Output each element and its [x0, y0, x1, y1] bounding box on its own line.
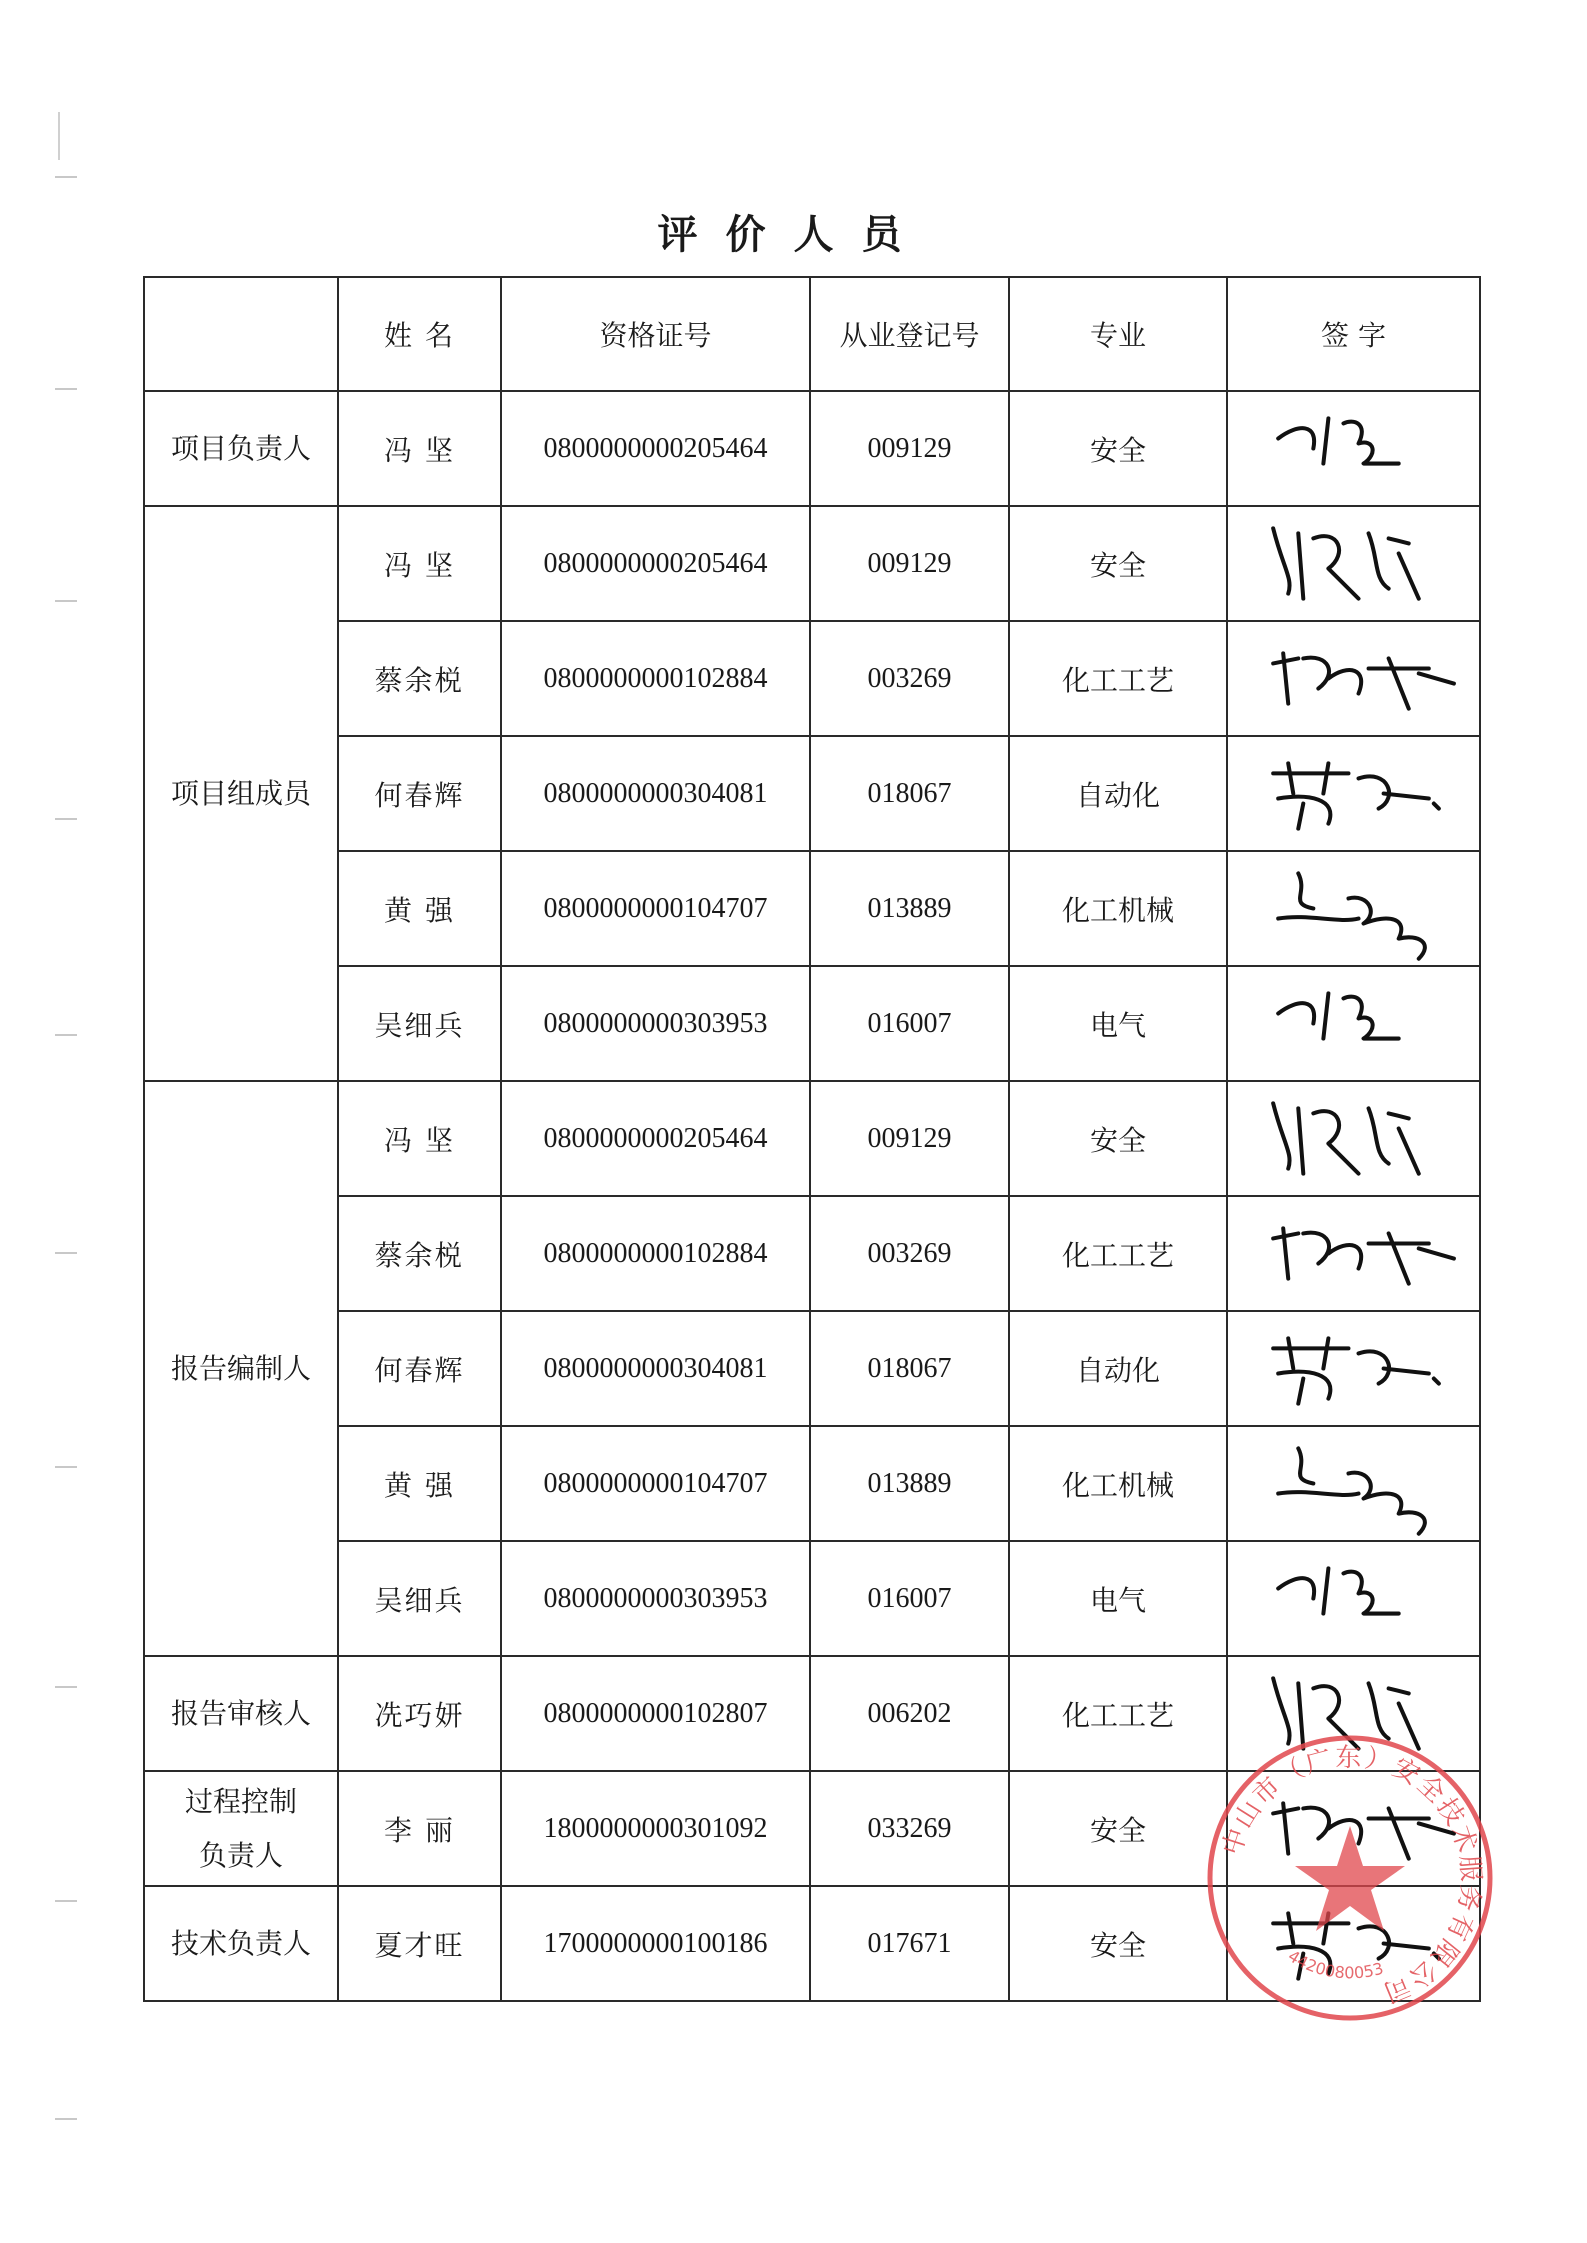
- major: 电气: [1009, 1541, 1227, 1656]
- table-row: [144, 966, 1480, 1081]
- signature-strokes: [1228, 392, 1479, 505]
- handwritten-signature: [1227, 1196, 1480, 1311]
- member-name: 夏才旺: [338, 1886, 501, 2001]
- table-row: [144, 1196, 1480, 1311]
- member-name: 黄 强: [338, 1426, 501, 1541]
- handwritten-signature: [1227, 1886, 1480, 2001]
- registration-number: 013889: [810, 851, 1009, 966]
- registration-number: 003269: [810, 621, 1009, 736]
- cert-number: 0800000000304081: [501, 736, 810, 851]
- role-cell: [144, 1656, 338, 1771]
- cert-number: 0800000000205464: [501, 391, 810, 506]
- table-row: [144, 736, 1480, 851]
- header-row: [144, 277, 1480, 391]
- member-name: 冯 坚: [338, 1081, 501, 1196]
- member-name: 冯 坚: [338, 391, 501, 506]
- header-reg-no: 从业登记号: [810, 277, 1009, 391]
- signature-strokes: [1228, 967, 1479, 1080]
- signature-strokes: [1228, 737, 1479, 850]
- handwritten-signature: [1227, 736, 1480, 851]
- table-row: [144, 1081, 1480, 1196]
- cert-number: 0800000000205464: [501, 1081, 810, 1196]
- role-label: 技术负责人: [170, 1926, 311, 1960]
- cert-number: 0800000000102807: [501, 1656, 810, 1771]
- major: 安全: [1009, 506, 1227, 621]
- major: 安全: [1009, 1886, 1227, 2001]
- handwritten-signature: [1227, 1426, 1480, 1541]
- handwritten-signature: [1227, 966, 1480, 1081]
- seal-number: 4420080053: [1284, 1946, 1386, 1983]
- cert-number: 1800000000301092: [501, 1771, 810, 1886]
- major: 化工工艺: [1009, 1656, 1227, 1771]
- role-label: 报告审核人: [170, 1696, 311, 1730]
- role-label: 项目负责人: [170, 431, 311, 465]
- signature-strokes: [1228, 1887, 1479, 2000]
- cert-number: 0800000000303953: [501, 966, 810, 1081]
- cert-number: 1700000000100186: [501, 1886, 810, 2001]
- scan-margin-mark: [55, 176, 77, 178]
- registration-number: 033269: [810, 1771, 1009, 1886]
- staff-table: [143, 276, 1481, 2002]
- role-cell: [144, 1886, 338, 2001]
- cert-number: 0800000000304081: [501, 1311, 810, 1426]
- seal-text: 中山市（广东）安全技术服务有限公司: [1217, 1742, 1486, 2009]
- major: 电气: [1009, 966, 1227, 1081]
- scan-margin-mark: [55, 2118, 77, 2120]
- member-name: 吴细兵: [338, 966, 501, 1081]
- registration-number: 016007: [810, 1541, 1009, 1656]
- member-name: 黄 强: [338, 851, 501, 966]
- table-row: [144, 1311, 1480, 1426]
- role-label-line: 负责人: [198, 1838, 283, 1872]
- registration-number: 003269: [810, 1196, 1009, 1311]
- scan-margin-mark: [55, 1252, 77, 1254]
- table-row: [144, 851, 1480, 966]
- header-major: 专业: [1009, 277, 1227, 391]
- major: 安全: [1009, 1081, 1227, 1196]
- table-row: [144, 1656, 1480, 1771]
- registration-number: 006202: [810, 1656, 1009, 1771]
- table-row: [144, 1771, 1480, 1886]
- major: 化工机械: [1009, 1426, 1227, 1541]
- header-role: [144, 277, 338, 391]
- signature-strokes: [1228, 1657, 1479, 1770]
- registration-number: 013889: [810, 1426, 1009, 1541]
- header-signature: 签 字: [1227, 277, 1480, 391]
- handwritten-signature: [1227, 1656, 1480, 1771]
- role-cell: [144, 1081, 338, 1656]
- major: 化工工艺: [1009, 1196, 1227, 1311]
- major: 自动化: [1009, 1311, 1227, 1426]
- registration-number: 017671: [810, 1886, 1009, 2001]
- scan-margin-mark: [55, 1034, 77, 1036]
- scan-margin-mark: [55, 1686, 77, 1688]
- page-title: 评价人员: [657, 211, 930, 258]
- member-name: 何春辉: [338, 736, 501, 851]
- signature-strokes: [1228, 1082, 1479, 1195]
- cert-number: 0800000000104707: [501, 1426, 810, 1541]
- scan-margin-mark: [55, 1466, 77, 1468]
- handwritten-signature: [1227, 1081, 1480, 1196]
- member-name: 冯 坚: [338, 506, 501, 621]
- signature-strokes: [1228, 1197, 1479, 1310]
- signature-strokes: [1228, 507, 1479, 620]
- role-cell: [144, 391, 338, 506]
- signature-strokes: [1228, 622, 1479, 735]
- scan-margin-mark: [55, 388, 77, 390]
- header-name: 姓 名: [338, 277, 501, 391]
- scan-margin-mark: [55, 818, 77, 820]
- cert-number: 0800000000303953: [501, 1541, 810, 1656]
- handwritten-signature: [1227, 851, 1480, 966]
- member-name: 吴细兵: [338, 1541, 501, 1656]
- member-name: 李 丽: [338, 1771, 501, 1886]
- registration-number: 009129: [810, 1081, 1009, 1196]
- handwritten-signature: [1227, 506, 1480, 621]
- major: 自动化: [1009, 736, 1227, 851]
- scan-margin-bar: [58, 112, 60, 160]
- member-name: 蔡余棁: [338, 621, 501, 736]
- major: 安全: [1009, 1771, 1227, 1886]
- signature-strokes: [1228, 1772, 1479, 1885]
- role-label: 项目组成员: [170, 776, 311, 810]
- signature-strokes: [1228, 852, 1479, 965]
- cert-number: 0800000000102884: [501, 1196, 810, 1311]
- table-row: [144, 621, 1480, 736]
- handwritten-signature: [1227, 1541, 1480, 1656]
- cert-number: 0800000000104707: [501, 851, 810, 966]
- handwritten-signature: [1227, 1311, 1480, 1426]
- major: 安全: [1009, 391, 1227, 506]
- role-cell: [144, 506, 338, 1081]
- table-row: [144, 1541, 1480, 1656]
- registration-number: 016007: [810, 966, 1009, 1081]
- scan-margin-mark: [55, 600, 77, 602]
- major: 化工机械: [1009, 851, 1227, 966]
- table-row: [144, 1426, 1480, 1541]
- cert-number: 0800000000205464: [501, 506, 810, 621]
- staff-table-body: [144, 277, 1480, 2001]
- handwritten-signature: [1227, 391, 1480, 506]
- scan-margin-mark: [55, 1900, 77, 1902]
- member-name: 冼巧妍: [338, 1656, 501, 1771]
- registration-number: 018067: [810, 1311, 1009, 1426]
- role-cell: [144, 1771, 338, 1886]
- member-name: 何春辉: [338, 1311, 501, 1426]
- registration-number: 009129: [810, 506, 1009, 621]
- major: 化工工艺: [1009, 621, 1227, 736]
- table-row: [144, 506, 1480, 621]
- signature-strokes: [1228, 1312, 1479, 1425]
- registration-number: 009129: [810, 391, 1009, 506]
- member-name: 蔡余棁: [338, 1196, 501, 1311]
- table-row: [144, 1886, 1480, 2001]
- role-label-line: 过程控制: [184, 1784, 297, 1818]
- cert-number: 0800000000102884: [501, 621, 810, 736]
- role-label: 报告编制人: [170, 1351, 311, 1385]
- header-cert-no: 资格证号: [501, 277, 810, 391]
- handwritten-signature: [1227, 621, 1480, 736]
- table-row: [144, 391, 1480, 506]
- signature-strokes: [1228, 1542, 1479, 1655]
- signature-strokes: [1228, 1427, 1479, 1540]
- registration-number: 018067: [810, 736, 1009, 851]
- handwritten-signature: [1227, 1771, 1480, 1886]
